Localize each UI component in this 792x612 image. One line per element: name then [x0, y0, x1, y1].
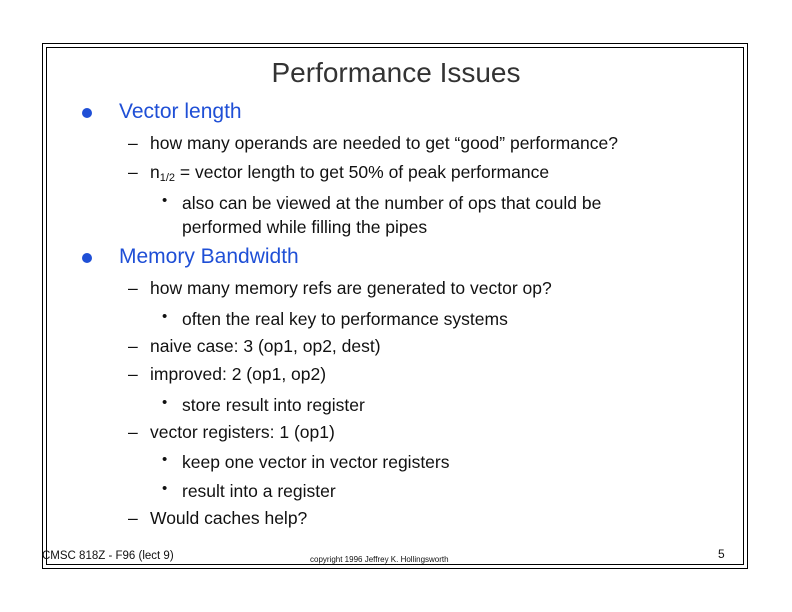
dash-icon: – — [128, 278, 138, 298]
bullet-icon: • — [162, 308, 168, 325]
dash-icon: – — [128, 162, 138, 182]
bullet-dot-icon — [82, 253, 92, 263]
bullet-icon: • — [162, 451, 168, 468]
dash-icon: – — [128, 133, 138, 153]
dash-icon: – — [128, 364, 138, 384]
slide-inner-border — [46, 47, 744, 565]
dash-icon: – — [128, 336, 138, 356]
bullet-icon: • — [162, 480, 168, 497]
footer-copyright: copyright 1996 Jeffrey K. Hollingsworth — [310, 555, 449, 564]
bullet-icon: • — [162, 192, 168, 209]
dash-icon: – — [128, 508, 138, 528]
footer-course: CMSC 818Z - F96 (lect 9) — [42, 550, 174, 562]
bullet-icon: • — [162, 394, 168, 411]
page-number: 5 — [718, 547, 725, 561]
bullet-dot-icon — [82, 108, 92, 118]
dash-icon: – — [128, 422, 138, 442]
slide-title: Performance Issues — [271, 57, 521, 88]
